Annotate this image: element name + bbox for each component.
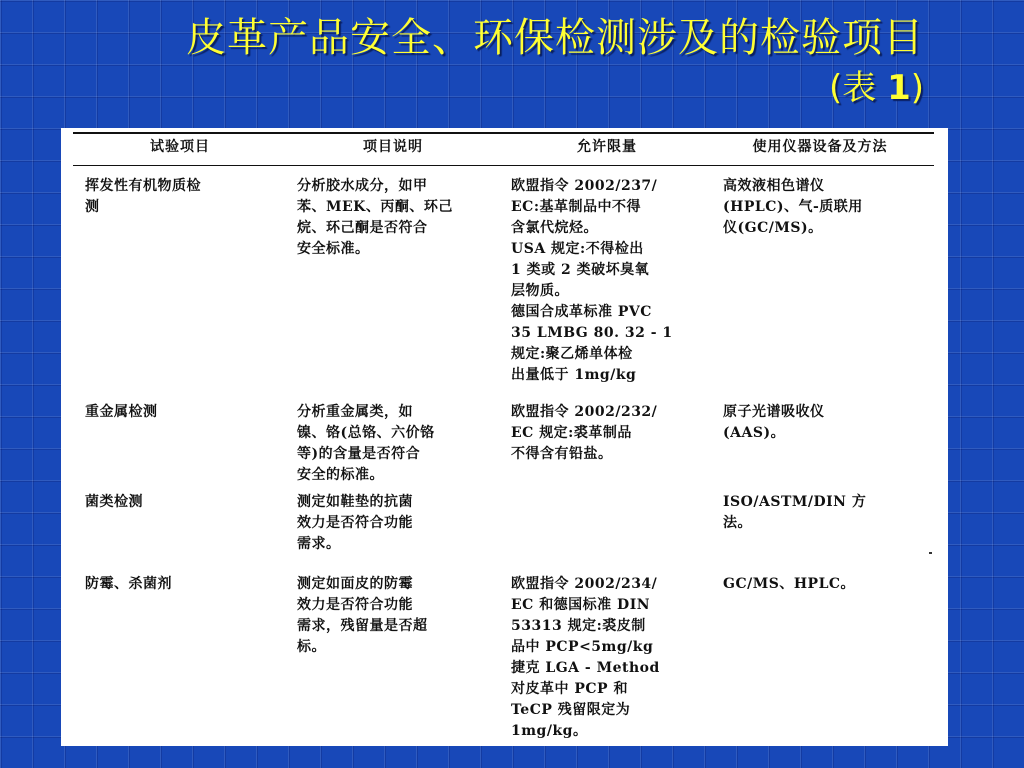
title-paren-close: ) <box>910 68 924 108</box>
header-description: 项目说明 <box>363 139 423 155</box>
title-line-2 <box>60 66 924 110</box>
row-4-limit: 欧盟指令 2002/234/ EC 和德国标准 DIN 53313 规定:裘皮制 品中 PCP<5mg/kg 捷克 LGA - Method 对皮革中 PCP 和 TeCP 残留限定为 1mg/kg。 <box>511 576 660 739</box>
row-3-method: ISO/ASTM/DIN 方 法。 <box>723 494 867 531</box>
row-1-limit: 欧盟指令 2002/237/ EC:基革制品中不得 含氯代烷烃。 USA 规定:不得检出 1 类或 2 类破坏臭氧 层物质。 德国合成革标准 PVC 35 LMBG 80. 32 - 1 规定:聚乙烯单体检 出量低于 1mg/kg <box>511 178 673 383</box>
row-2-method: 原子光谱吸收仪 (AAS)。 <box>723 404 825 441</box>
stray-mark <box>929 552 932 554</box>
header-allowed-limit: 允许限量 <box>577 139 637 155</box>
row-1-item: 挥发性有机物质检 测 <box>85 178 201 215</box>
row-3-item: 菌类检测 <box>85 494 143 510</box>
title-line-1: 皮革产品安全、环保检测涉及的检验项目 <box>186 15 924 61</box>
row-4-description: 测定如面皮的防霉 效力是否符合功能 需求，残留量是否超 标。 <box>297 576 428 655</box>
row-4-item: 防霉、杀菌剂 <box>85 576 172 592</box>
row-1-method: 高效液相色谱仪 (HPLC)、气-质联用 仪(GC/MS)。 <box>723 178 863 236</box>
row-1-description: 分析胶水成分，如甲 苯、MEK、丙酮、环己 烷、环己酮是否符合 安全标准。 <box>297 178 453 257</box>
row-3-description: 测定如鞋垫的抗菌 效力是否符合功能 需求。 <box>297 494 413 552</box>
row-2-limit: 欧盟指令 2002/232/ EC 规定:裘革制品 不得含有铅盐。 <box>511 404 658 462</box>
table-top-rule <box>73 132 934 134</box>
header-test-item: 试验项目 <box>150 139 210 155</box>
title-paren-open: (表 <box>828 68 888 108</box>
row-2-description: 分析重金属类，如 镍、铬(总铬、六价铬 等)的含量是否符合 安全的标准。 <box>297 404 435 483</box>
scanned-table-image <box>61 128 948 746</box>
row-2-item: 重金属检测 <box>85 404 158 420</box>
row-4-method: GC/MS、HPLC。 <box>723 576 856 592</box>
slide-title <box>60 10 924 110</box>
header-instrument-method: 使用仪器设备及方法 <box>752 139 888 155</box>
table-header-rule <box>73 165 934 166</box>
table-number: 1 <box>887 68 911 108</box>
